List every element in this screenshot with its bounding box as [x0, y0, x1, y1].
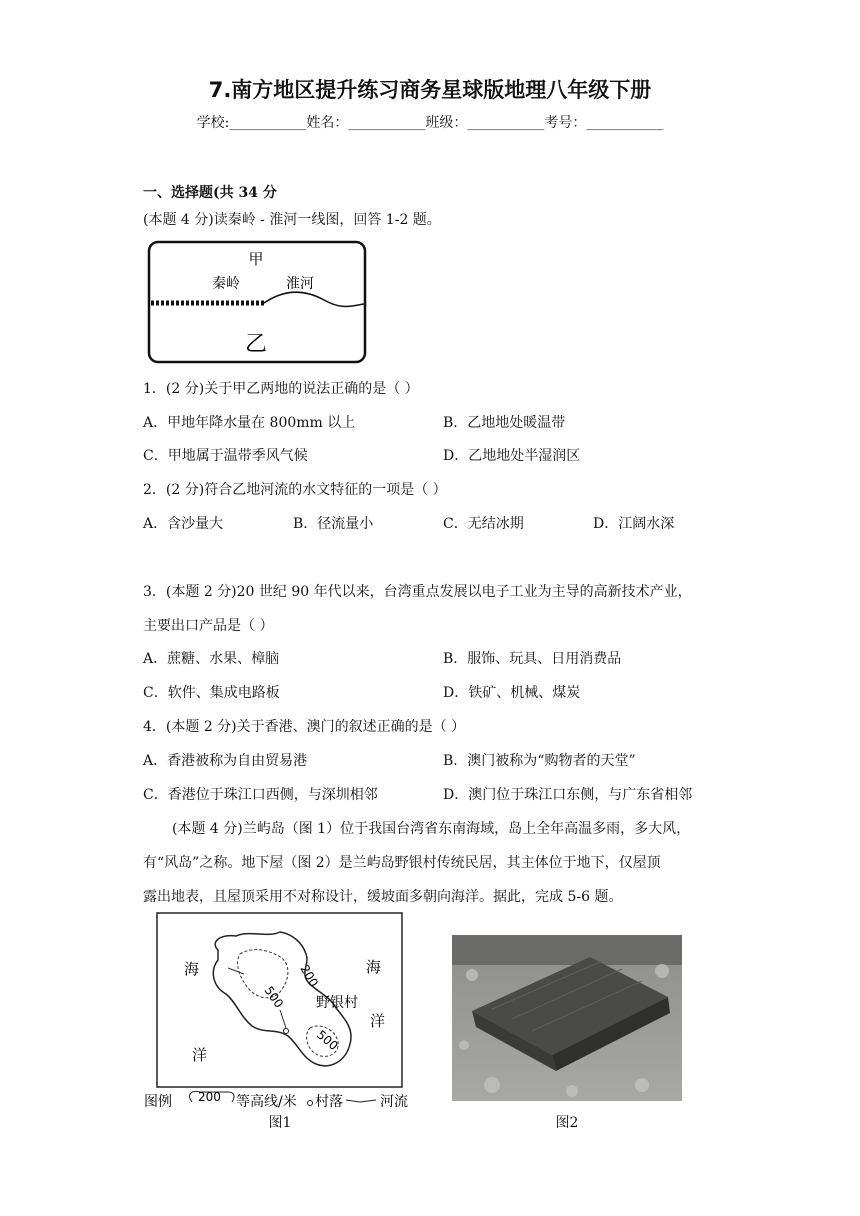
page-title: 7.南方地区提升练习商务星球版地理八年级下册: [208, 78, 652, 102]
q1-stem: 1．(2 分)关于甲乙两地的说法正确的是（ ）: [143, 381, 419, 397]
student-info-line: 学校:___________姓名：___________班级：___________考号：___________: [196, 115, 664, 131]
label-qinling: 秦岭: [212, 276, 240, 292]
q2-option-b: B．径流量小: [293, 516, 374, 532]
q3-stem-line1: 3．(本题 2 分)20 世纪 90 年代以来，台湾重点发展以电子工业为主导的高新技术产业，: [143, 584, 692, 600]
q4-stem: 4．(本题 2 分)关于香港、澳门的叙述正确的是（ ）: [143, 719, 466, 735]
legend-contour-text: 等高线/米: [236, 1094, 297, 1110]
map-contour-200: 200: [297, 962, 321, 990]
map-hai-right: 海: [366, 958, 382, 976]
q4-option-a: A．香港被称为自由贸易港: [143, 753, 308, 769]
map-hai-left: 海: [184, 960, 200, 978]
intro-1: (本题 4 分)读秦岭 - 淮河一线图，回答 1-2 题。: [143, 212, 441, 228]
legend-prefix: 图例: [144, 1094, 172, 1110]
underground-house-photo: [452, 935, 682, 1101]
legend-river: 河流: [380, 1094, 408, 1110]
legend-contour-value: 200: [198, 1090, 221, 1104]
q1-option-b: B．乙地地处暖温带: [443, 415, 566, 431]
q4-option-b: B．澳门被称为“购物者的天堂”: [443, 753, 636, 769]
figure-caption-2: 图2: [555, 1115, 579, 1131]
figure-caption-1: 图1: [268, 1115, 292, 1131]
lanyu-map-figure: [140, 910, 440, 1112]
intro-2-line1: (本题 4 分)兰屿岛（图 1）位于我国台湾省东南海域，岛上全年高温多雨，多大风，: [172, 821, 691, 837]
q1-option-c: C．甲地属于温带季风气候: [143, 448, 308, 464]
intro-2-line3: 露出地表，且屋顶采用不对称设计，缓坡面多朝向海洋。据此，完成 5-6 题。: [143, 889, 623, 905]
map-village-label: 野银村: [316, 995, 358, 1011]
q3-option-a: A．蔗糖、水果、樟脑: [143, 651, 280, 667]
q3-option-b: B．服饰、玩具、日用消费品: [443, 651, 622, 667]
q1-option-a: A．甲地年降水量在 800mm 以上: [143, 415, 356, 431]
label-yi: 乙: [244, 332, 268, 357]
q2-option-d: D．江阔水深: [593, 516, 675, 532]
qinling-huaihe-figure: [146, 240, 368, 364]
map-yang-left: 洋: [192, 1046, 208, 1064]
q1-option-d: D．乙地地处半湿润区: [443, 448, 581, 464]
q2-stem: 2．(2 分)符合乙地河流的水文特征的一项是（ ）: [143, 482, 447, 498]
q2-option-c: C．无结冰期: [443, 516, 524, 532]
map-yang-right: 洋: [370, 1012, 386, 1030]
q3-option-c: C．软件、集成电路板: [143, 685, 280, 701]
q4-option-d: D．澳门位于珠江口东侧，与广东省相邻: [443, 787, 693, 803]
map-contour-500b: 500: [314, 1027, 341, 1054]
map-contour-500a: 500: [261, 983, 287, 1011]
legend-village: 村落: [315, 1094, 343, 1110]
label-huaihe: 淮河: [286, 276, 314, 292]
q3-stem-line2: 主要出口产品是（ ）: [143, 618, 274, 634]
label-jia: 甲: [248, 250, 264, 268]
section-title: 一、选择题(共 34 分: [143, 185, 277, 201]
q2-option-a: A．含沙量大: [143, 516, 224, 532]
intro-2-line2: 有“风岛”之称。地下屋（图 2）是兰屿岛野银村传统民居，其主体位于地下，仅屋顶: [143, 855, 661, 871]
q4-option-c: C．香港位于珠江口西侧，与深圳相邻: [143, 787, 378, 803]
q3-option-d: D．铁矿、机械、煤炭: [443, 685, 581, 701]
